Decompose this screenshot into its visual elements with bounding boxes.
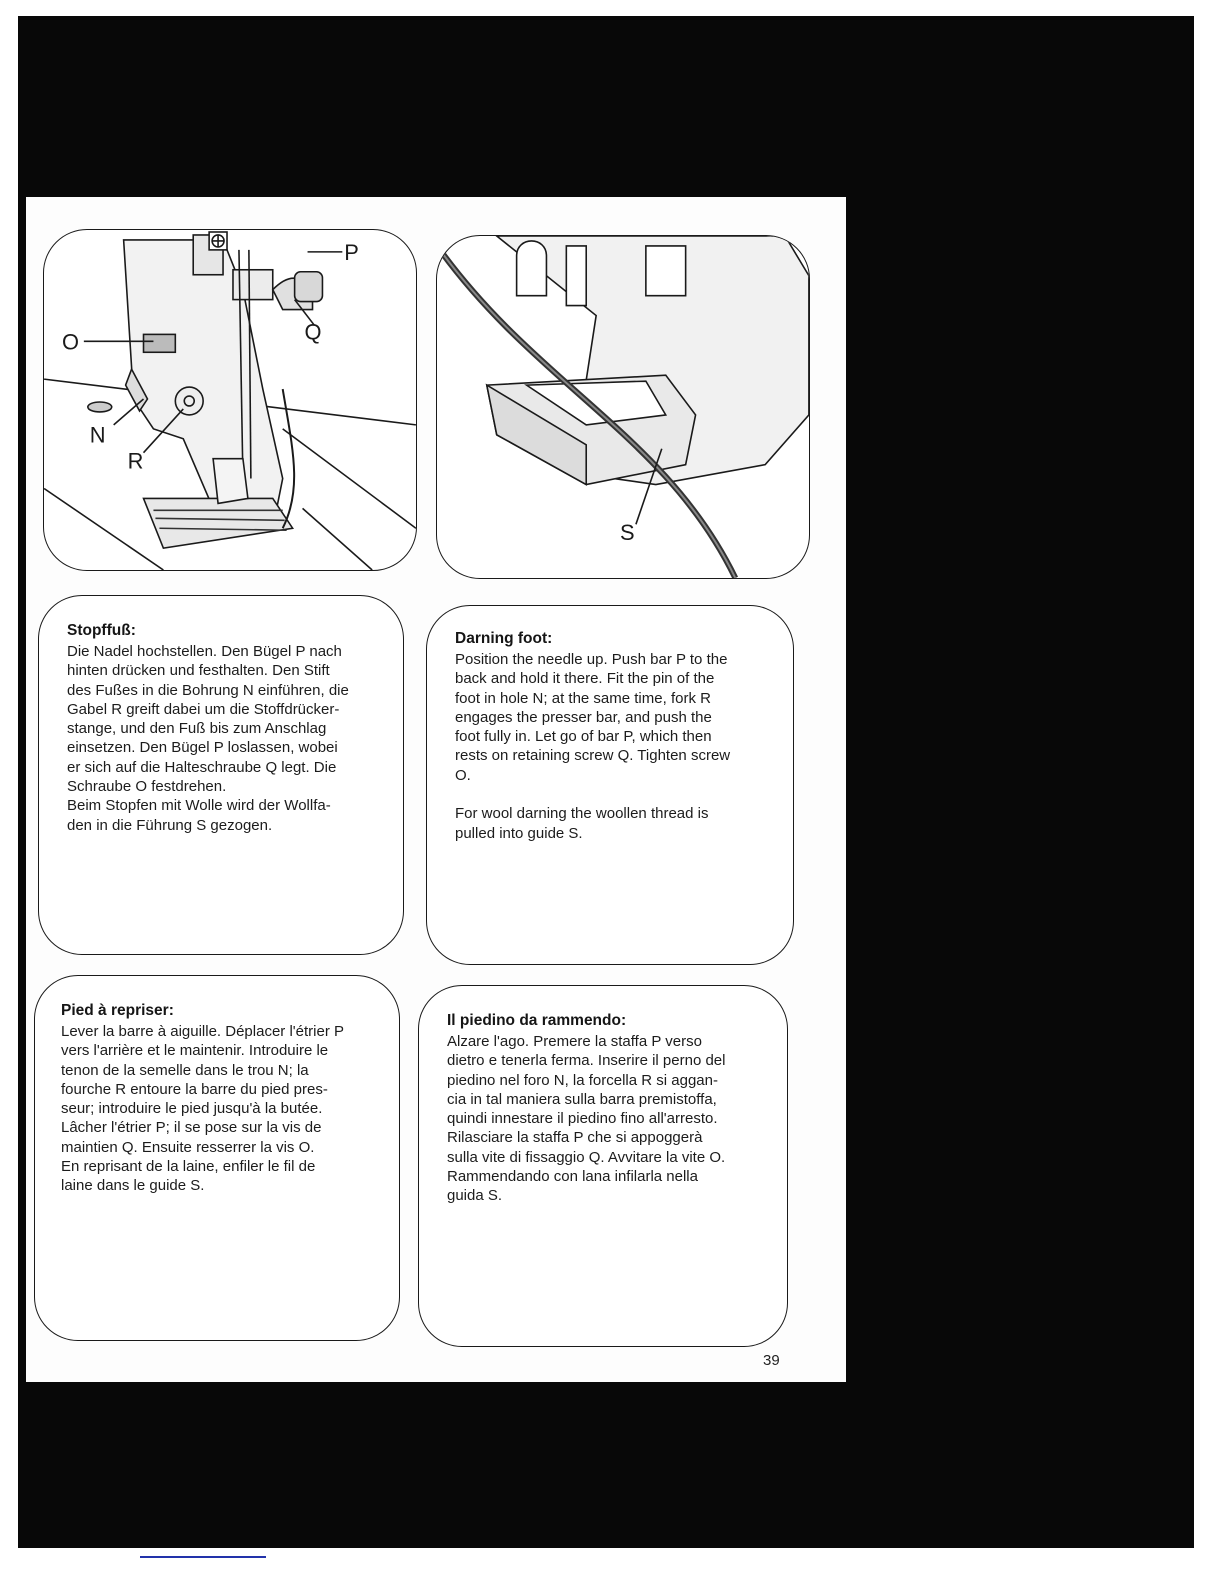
page-number: 39 (763, 1352, 780, 1369)
section-body: Lever la barre à aiguille. Déplacer l'étrier P vers l'arrière et le maintenir. Introduire le tenon de la semelle dans le trou N; la fourche R entoure la barre du pied pres- seur; introduire le pied jusqu'à la butée. Lâcher l'étrier P; il se pose sur la vis de maintien Q. Ensuite resserrer la vis O. En reprisant de la laine, enfiler le fil de laine dans le guide S. (61, 1023, 345, 1195)
label-r: R (127, 448, 144, 474)
scan-background-bottom (18, 1382, 1194, 1548)
section-body: Die Nadel hochstellen. Den Bügel P nach hinten drücken und festhalten. Den Stift des Fußes in die Bohrung N einführen, die Gabel R greift dabei um die Stoffdrücker- stange, und den Fuß bis zum Anschlag einsetzen. Den Bügel P loslassen, wobei er sich auf die Halteschraube Q legt. Die Schraube O festdrehen. Beim Stopfen mit Wolle wird der Wollfa- den in die Führung S gezogen. (67, 643, 349, 834)
label-p: P (344, 239, 359, 265)
section-heading: Stopffuß: (67, 622, 136, 639)
section-english (426, 605, 794, 965)
label-n: N (89, 422, 106, 448)
scan-background-right (846, 16, 1194, 1548)
illustration-wool-guide (436, 235, 810, 579)
presser-foot-drawing (44, 230, 416, 570)
illustration-presser-foot (43, 229, 417, 571)
section-heading: Pied à repriser: (61, 1002, 174, 1019)
section-heading: Darning foot: (455, 630, 553, 647)
label-o: O (61, 329, 80, 355)
manual-page (26, 197, 846, 1382)
section-italian (418, 985, 788, 1347)
wool-guide-drawing (437, 236, 809, 578)
section-french (34, 975, 400, 1341)
label-s: S (620, 520, 635, 546)
section-body: Position the needle up. Push bar P to the back and hold it there. Fit the pin of the foot in hole N; at the same time, fork R engages the presser bar, and push the foot fully in. Let go of bar P, which then rests on retaining screw Q. Tighten screw O. For wool darning the woollen thread is pulled into guide S. (455, 651, 731, 842)
section-heading: Il piedino da rammendo: (447, 1012, 627, 1029)
section-body: Alzare l'ago. Premere la staffa P verso dietro e tenerla ferma. Inserire il perno del piedino nel foro N, la forcella R si aggan- cia in tal maniera sulla barra premistoffa, quindi innestare il piedino fino all'arresto. Rilasciare la staffa P che si appoggerà sulla vite di fissaggio Q. Avvitare la vite O. Rammendando con lana infilarla nella guida S. (447, 1033, 726, 1205)
scan-background-left (18, 16, 26, 1548)
label-q: Q (304, 319, 322, 345)
section-german (38, 595, 404, 955)
footer-line (140, 1556, 266, 1558)
